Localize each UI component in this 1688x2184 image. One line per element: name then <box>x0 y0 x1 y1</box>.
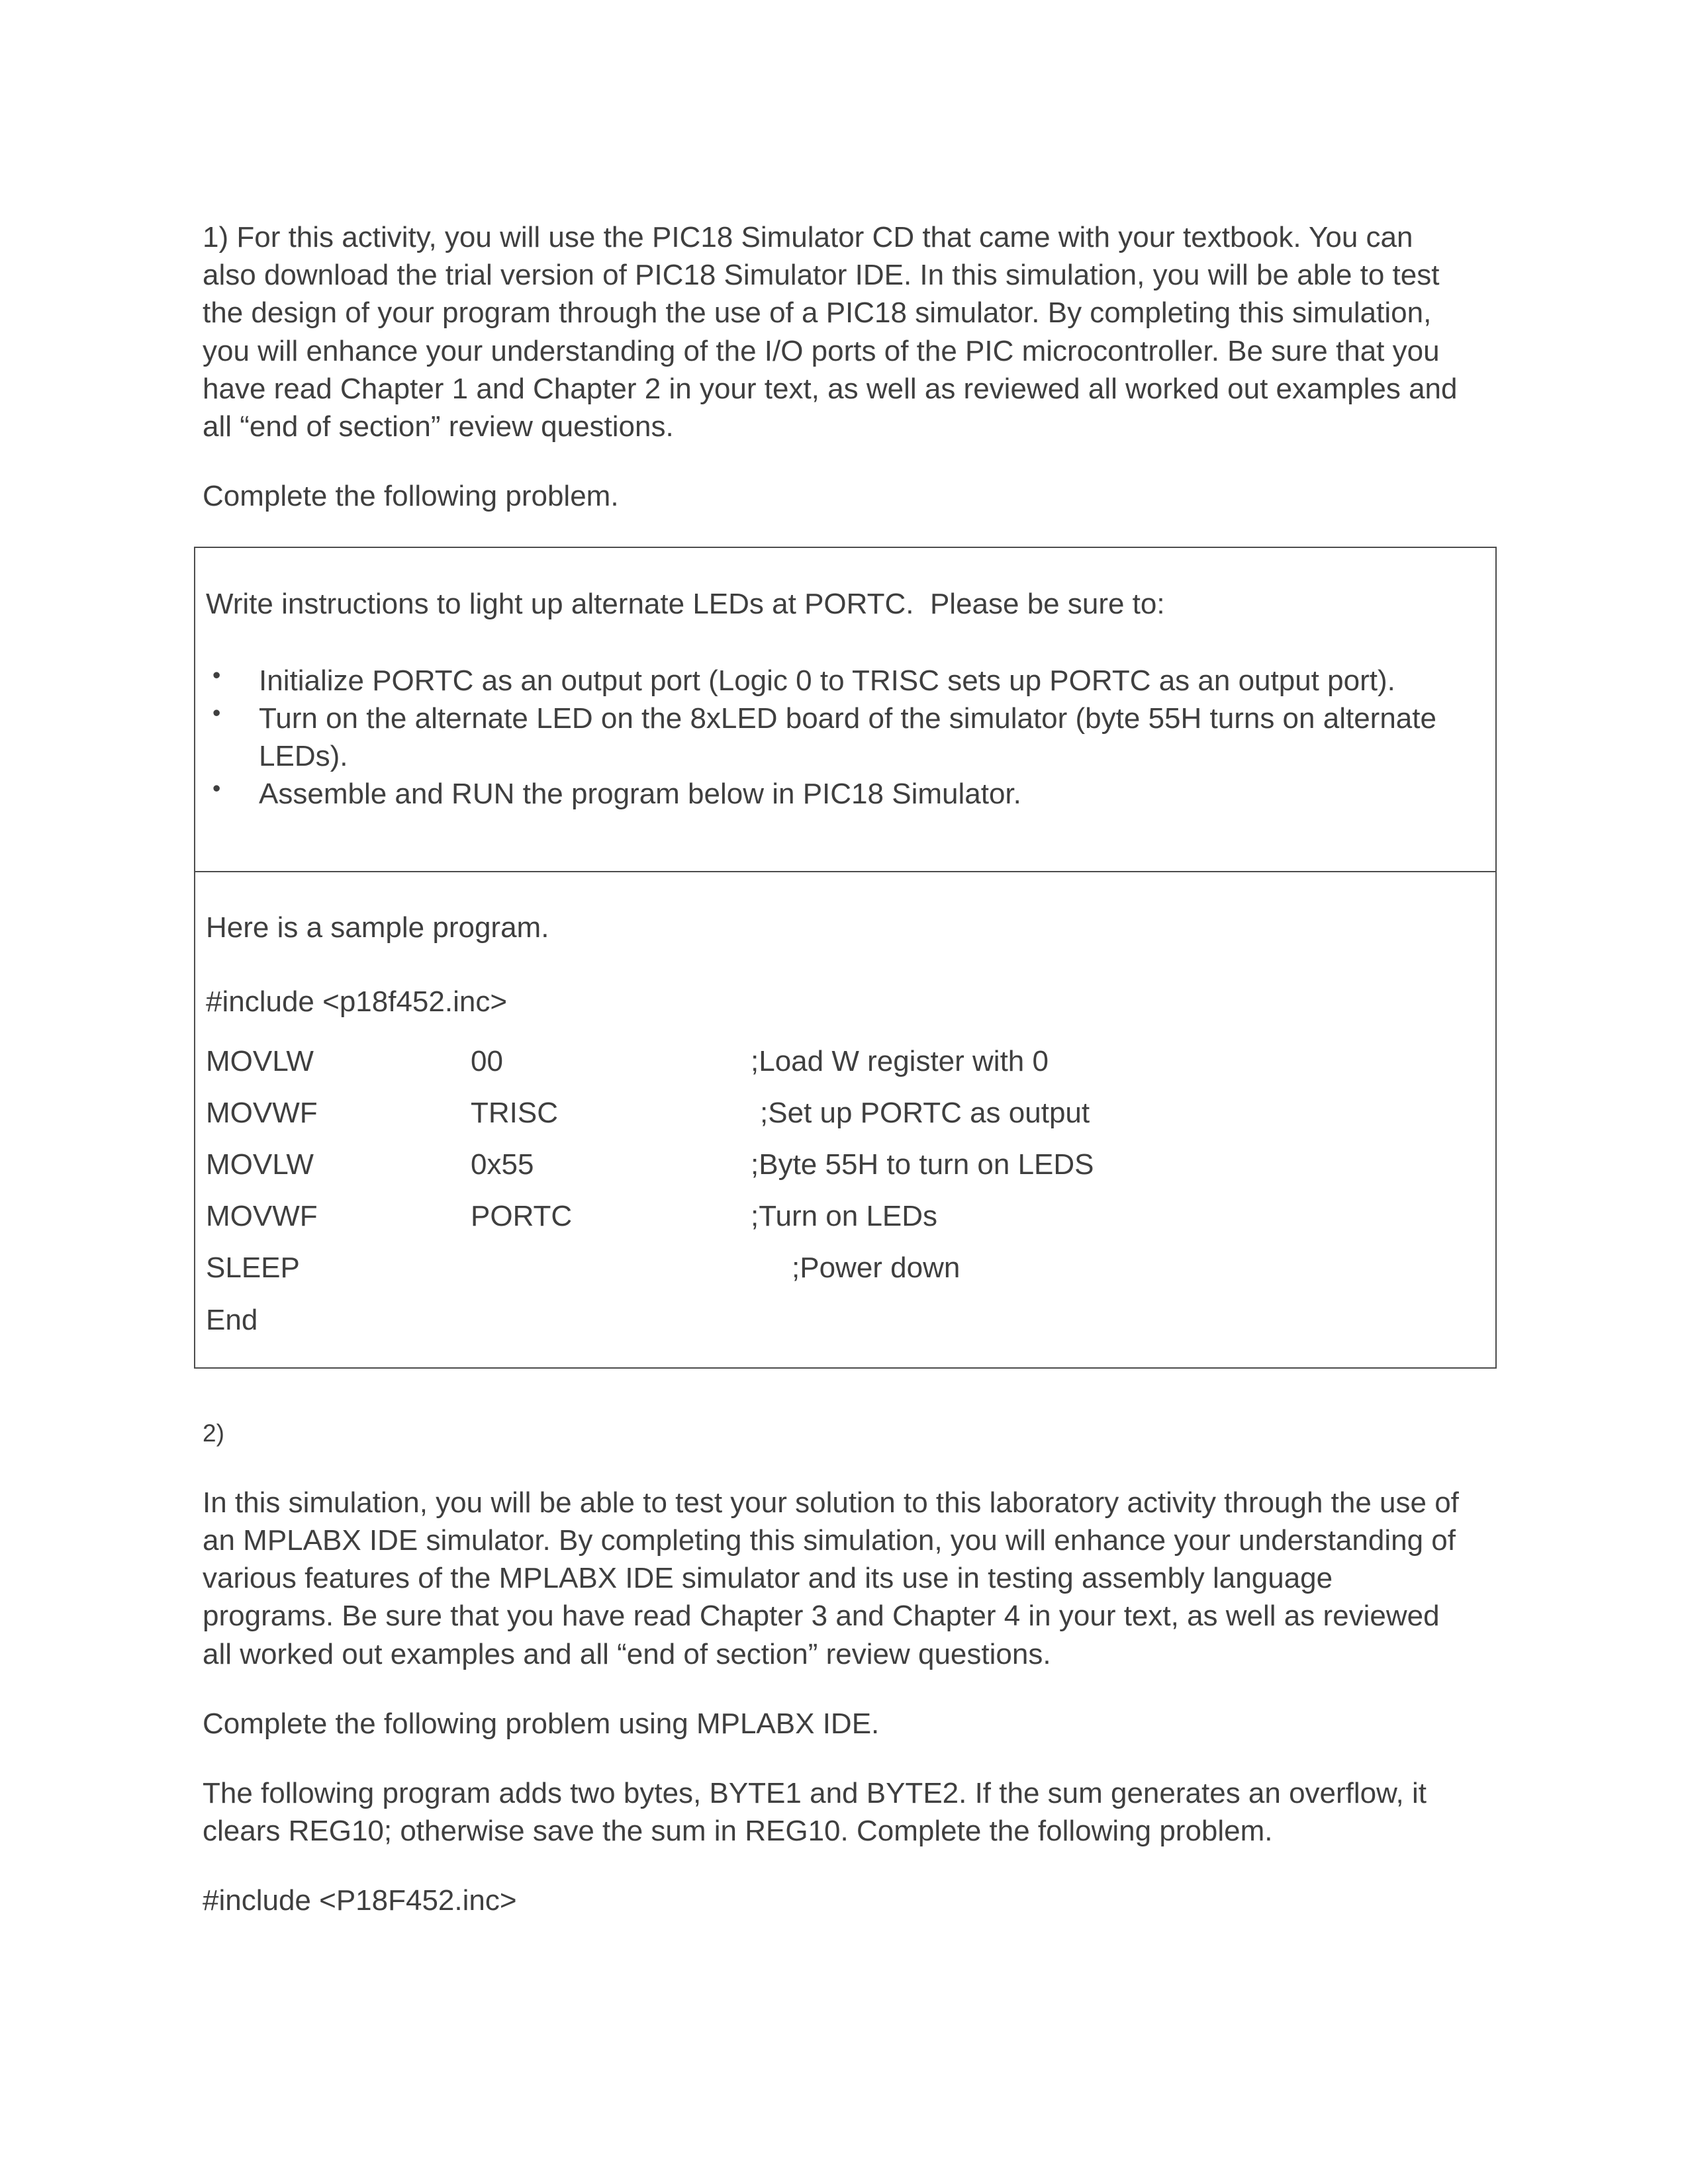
bullet-item <box>206 775 1469 813</box>
bullet-text: Turn on the alternate LED on the 8xLED board of the simulator (byte 55H turns on alternate LEDs). <box>259 702 1436 772</box>
code-operand: PORTC <box>471 1200 573 1233</box>
bullet-text: Initialize PORTC as an output port (Logic 0 to TRISC sets up PORTC as an output port). <box>259 664 1395 697</box>
code-instruction: MOVLW <box>206 1044 314 1077</box>
section1-intro-paragraph: 1) For this activity, you will use the PIC18 Simulator CD that came with your textbook. You can also download the trial version of PIC18 Simulator IDE. In this simulation, you will be able to test the design of your program through the use of a PIC18 simulator. By completing this simulation, you will enhance your understanding of the I/O ports of the PIC microcontroller. Be sure that you have read Chapter 1 and Chapter 2 in your text, as well as reviewed all worked out examples and all “end of section” review questions. <box>203 221 1458 443</box>
code-instruction: End <box>206 1303 258 1336</box>
bullet-item <box>206 662 1469 700</box>
problem-box-title: Write instructions to light up alternate LEDs at PORTC. Please be sure to: <box>206 588 1165 621</box>
code-comment: ;Set up PORTC as output <box>760 1096 1090 1129</box>
bullet-icon: • <box>212 700 221 726</box>
code-operand: TRISC <box>471 1096 558 1129</box>
sample-program-box <box>194 871 1497 1369</box>
bullet-icon: • <box>212 662 221 688</box>
section2-label: 2) <box>203 1419 224 1447</box>
code-instruction: MOVWF <box>206 1096 318 1129</box>
bullet-text: Assemble and RUN the program below in PIC18 Simulator. <box>259 778 1021 811</box>
section2-intro-paragraph: In this simulation, you will be able to test your solution to this laboratory activity through the use of an MPLABX IDE simulator. By completing this simulation, you will enhance your understanding of various features of the MPLABX IDE simulator and its use in testing assembly language programs. Be sure that you have read Chapter 3 and Chapter 4 in your text, as well as reviewed all worked out examples and all “end of section” review questions. <box>203 1486 1459 1670</box>
section2-complete-line: Complete the following problem using MPLABX IDE. <box>203 1707 880 1740</box>
code-comment: ;Turn on LEDs <box>751 1200 938 1233</box>
code-line <box>206 1146 1469 1183</box>
code-instruction: MOVLW <box>206 1148 314 1181</box>
section2-include-line: #include <P18F452.inc> <box>203 1884 517 1917</box>
bullet-item <box>206 700 1469 775</box>
problem-box <box>194 547 1497 872</box>
include-line: #include <p18f452.inc> <box>206 985 508 1019</box>
bullet-icon: • <box>212 776 221 802</box>
code-comment: ;Load W register with 0 <box>751 1044 1049 1077</box>
code-operand: 0x55 <box>471 1148 534 1181</box>
code-line <box>206 1249 1469 1287</box>
code-instruction: SLEEP <box>206 1251 300 1285</box>
code-line <box>206 1042 1469 1080</box>
section1-complete-line: Complete the following problem. <box>203 480 619 513</box>
code-line <box>206 1094 1469 1132</box>
problem-bullet-list <box>206 662 1469 813</box>
code-operand: 00 <box>471 1044 503 1077</box>
code-instruction: MOVWF <box>206 1200 318 1233</box>
sample-program-intro: Here is a sample program. <box>206 911 549 944</box>
section2-problem-paragraph: The following program adds two bytes, BYTE1 and BYTE2. If the sum generates an overflow, it clears REG10; otherwise save the sum in REG10. Complete the following problem. <box>203 1776 1427 1848</box>
code-comment: ;Power down <box>792 1251 961 1285</box>
code-comment: ;Byte 55H to turn on LEDS <box>751 1148 1094 1181</box>
sample-code-block <box>206 1042 1469 1339</box>
code-line <box>206 1197 1469 1235</box>
code-line <box>206 1301 1469 1339</box>
